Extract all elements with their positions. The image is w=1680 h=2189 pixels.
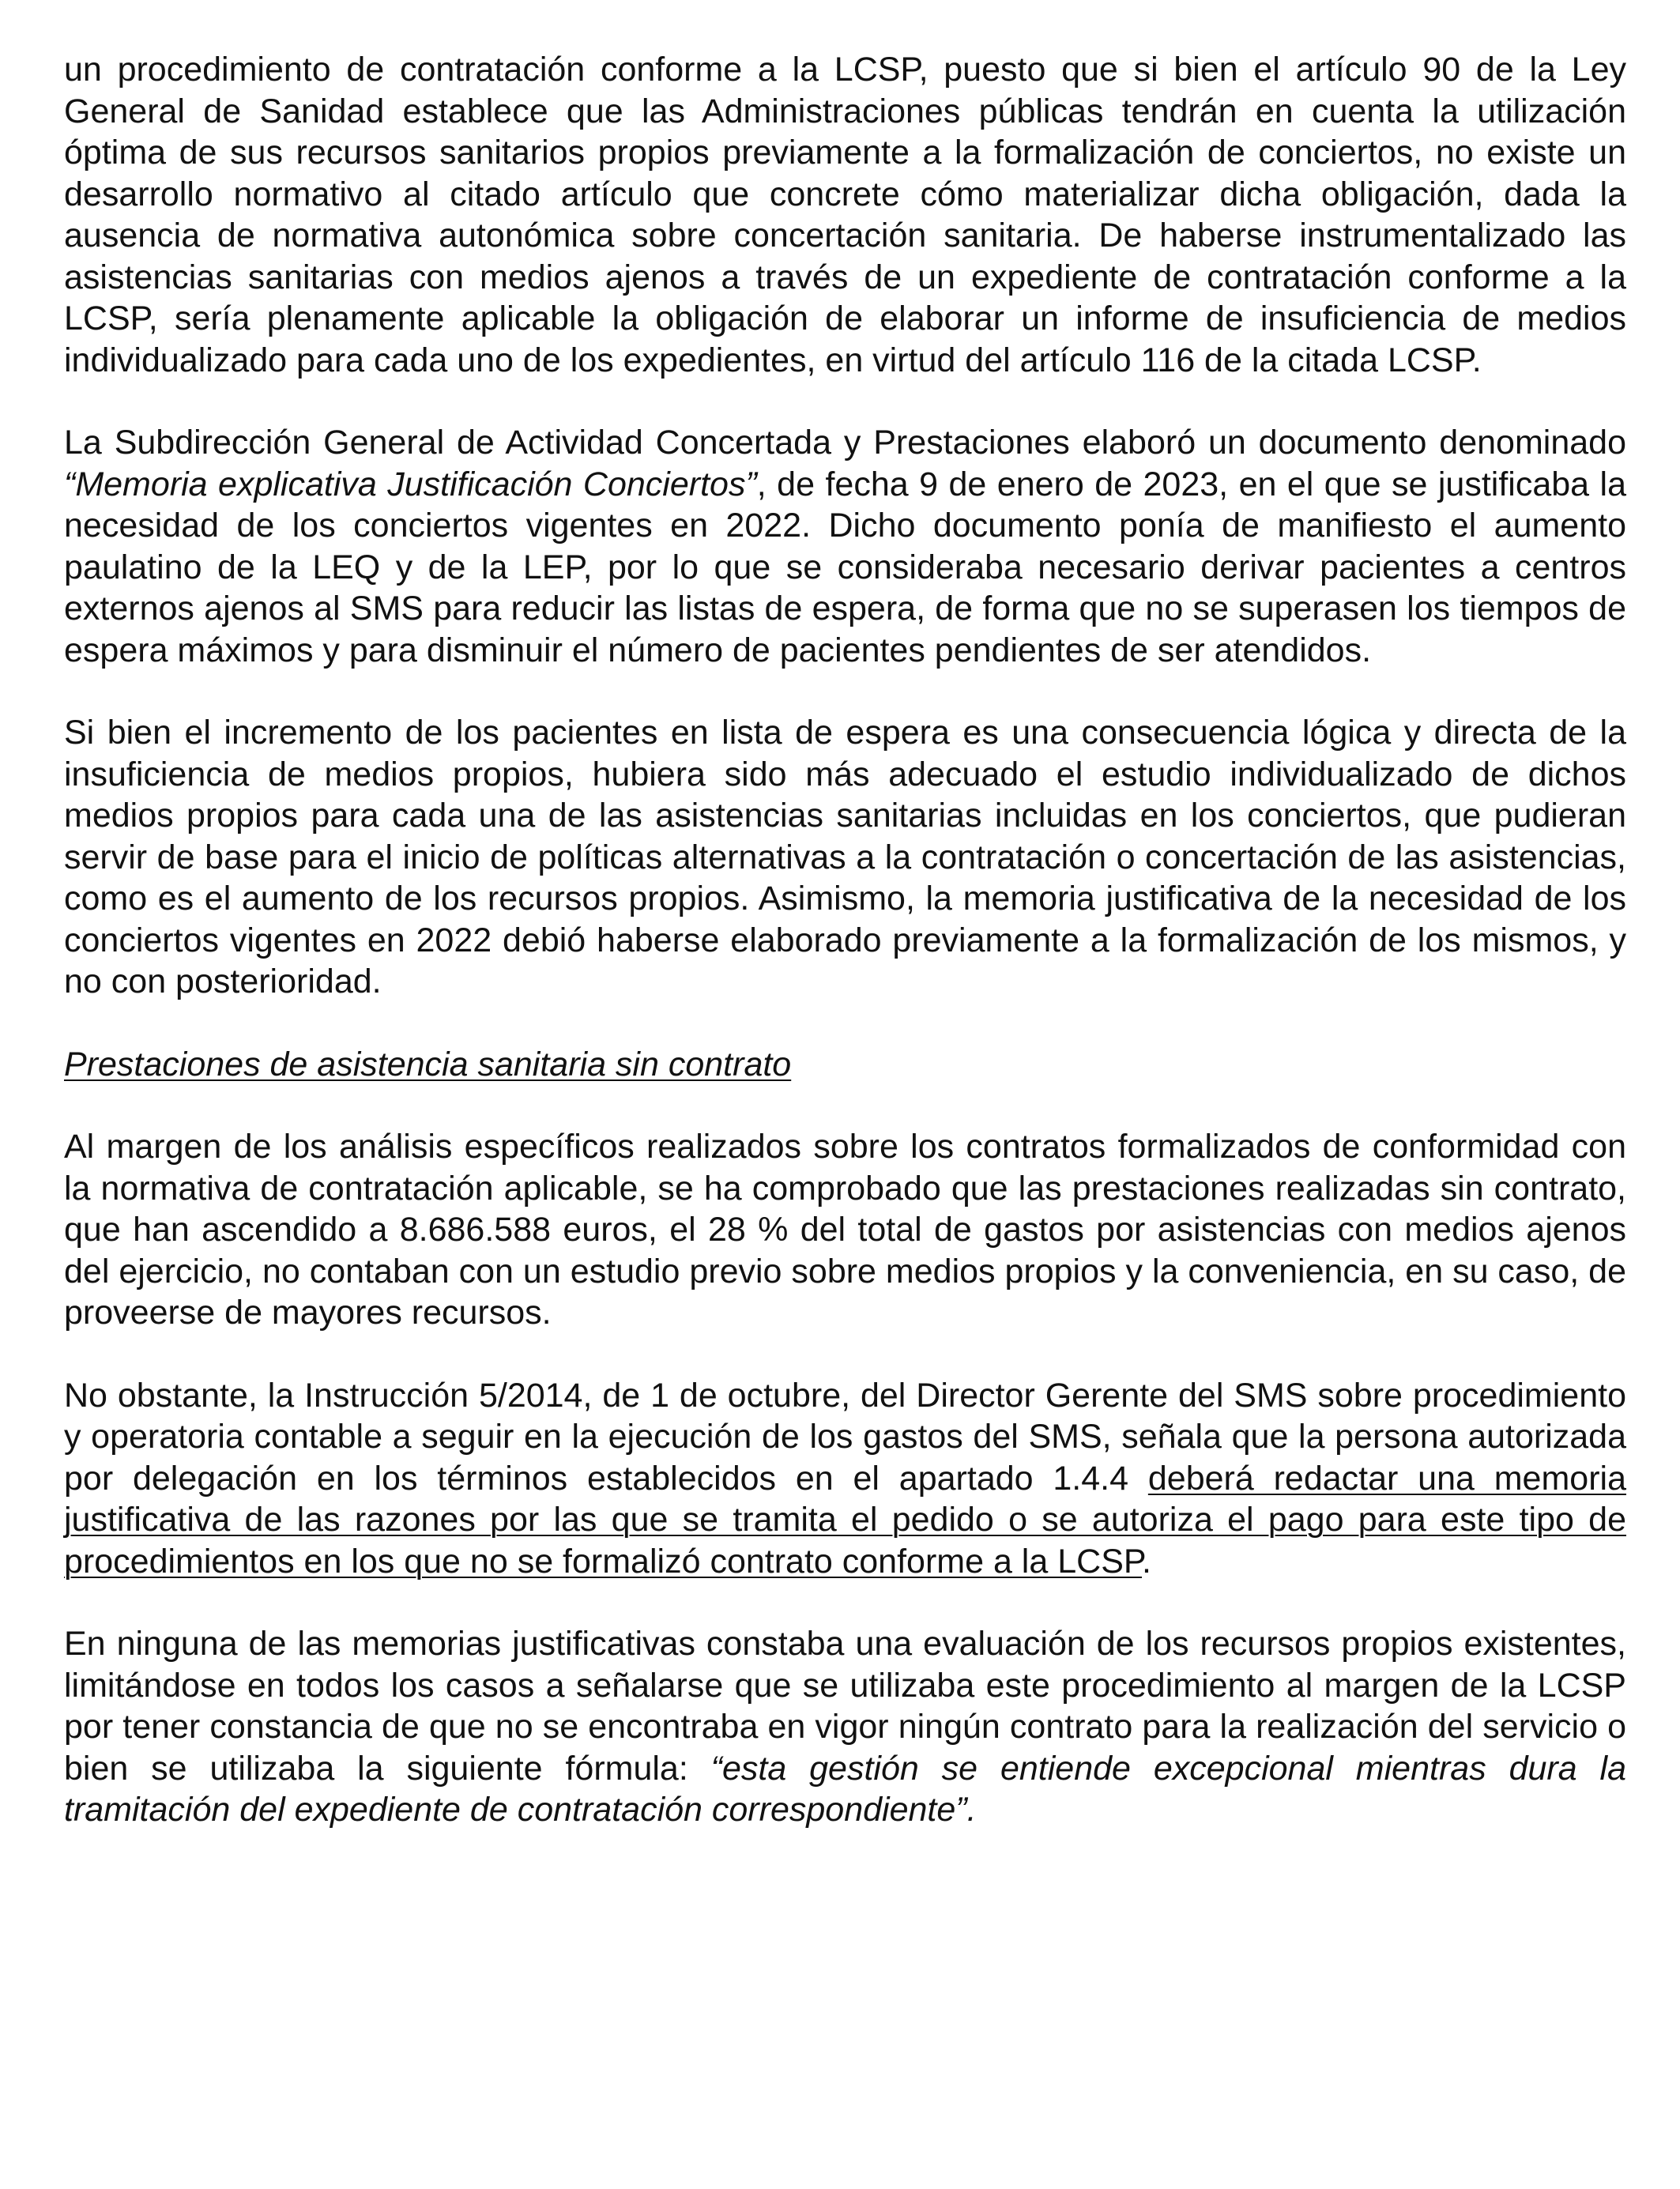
paragraph-4 — [64, 1126, 1626, 1334]
paragraph-4-text: Al margen de los análisis específicos realizados sobre los contratos formalizados de conformidad con la normativa de contratación aplicable, se ha comprobado que las prestaciones realizadas sin contrato, que han ascendido a 8.686.588 euros, el 28 % del total de gastos por asistencias con medios ajenos del ejercicio, no contaban con un estudio previo sobre medios propios y la conveniencia, en su caso, de proveerse de mayores recursos. — [64, 1128, 1626, 1332]
formula-quote: “esta gestión se entiende excepcional mientras dura la tramitación del expediente de contratación correspondiente”. — [64, 1749, 1626, 1829]
memoria-title-quote: “Memoria explicativa Justificación Conciertos” — [64, 465, 757, 503]
paragraph-2-text-a: La Subdirección General de Actividad Concertada y Prestaciones elaboró un documento denominado — [64, 424, 1626, 462]
underlined-requirement: deberá redactar una memoria justificativa de las razones por las que se tramita el pedido o se autoriza el pago para este tipo de procedimientos en los que no se formalizó contrato conforme a la LCSP — [64, 1459, 1626, 1581]
paragraph-3-text: Si bien el incremento de los pacientes en lista de espera es una consecuencia lógica y directa de la insuficiencia de medios propios, hubiera sido más adecuado el estudio individualizado de dichos medios propios para cada una de las asistencias sanitarias incluidas en los conciertos, que pudieran servir de base para el inicio de políticas alternativas a la contratación o concertación de las asistencias, como es el aumento de los recursos propios. Asimismo, la memoria justificativa de la necesidad de los conciertos vigentes en 2022 debió haberse elaborado previamente a la formalización de los mismos, y no con posterioridad. — [64, 714, 1626, 1000]
paragraph-2 — [64, 422, 1626, 671]
paragraph-5-text-a: No obstante, la Instrucción 5/2014, de 1 de octubre, del Director Gerente del SMS sobre procedimiento y operatoria contable a seguir en la ejecución de los gastos del SMS, señala que la persona autorizada por delegación en los términos establecidos en el apartado 1.4.4 — [64, 1376, 1626, 1498]
paragraph-6 — [64, 1623, 1626, 1831]
paragraph-1-text: un procedimiento de contratación conforme a la LCSP, puesto que si bien el artículo 90 de la Ley General de Sanidad establece que las Administraciones públicas tendrán en cuenta la utilización óptima de sus recursos sanitarios propios previamente a la formalización de conciertos, no existe un desarrollo normativo al citado artículo que concrete cómo materializar dicha obligación, dada la ausencia de normativa autonómica sobre concertación sanitaria. De haberse instrumentalizado las asistencias sanitarias con medios ajenos a través de un expediente de contratación conforme a la LCSP, sería plenamente aplicable la obligación de elaborar un informe de insuficiencia de medios individualizado para cada uno de los expedientes, en virtud del artículo 116 de la citada LCSP. — [64, 51, 1626, 379]
document-page — [64, 49, 1626, 1872]
paragraph-5 — [64, 1375, 1626, 1583]
paragraph-1 — [64, 49, 1626, 381]
paragraph-2-text-c: , de fecha 9 de enero de 2023, en el que se justificaba la necesidad de los conciertos vigentes en 2022. Dicho documento ponía de manifiesto el aumento paulatino de la LEQ y de la LEP, por lo que se consideraba necesario derivar pacientes a centros externos ajenos al SMS para reducir las listas de espera, de forma que no se superasen los tiempos de espera máximos y para disminuir el número de pacientes pendientes de ser atendidos. — [64, 465, 1626, 669]
paragraph-3 — [64, 712, 1626, 1003]
paragraph-6-text-a: En ninguna de las memorias justificativas constaba una evaluación de los recursos propios existentes, limitándose en todos los casos a señalarse que se utilizaba este procedimiento al margen de la LCSP por tener constancia de que no se encontraba en vigor ningún contrato para la realización del servicio o bien se utilizaba la siguiente fórmula: — [64, 1625, 1626, 1788]
section-heading: Prestaciones de asistencia sanitaria sin contrato — [64, 1045, 792, 1083]
paragraph-5-text-c: . — [1142, 1542, 1151, 1581]
